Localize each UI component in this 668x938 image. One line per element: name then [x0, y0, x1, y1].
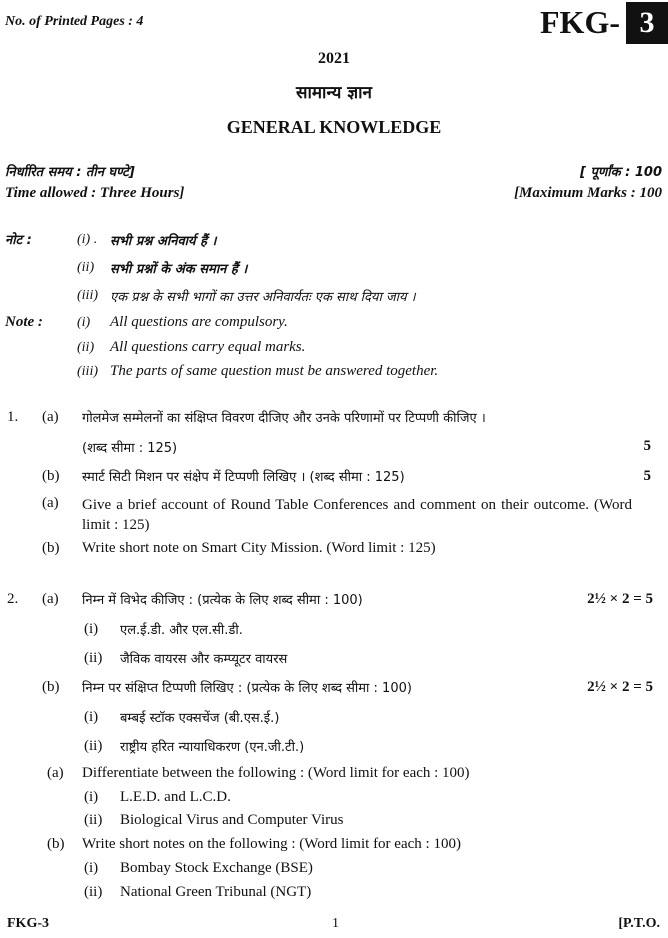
note-text: सभी प्रश्न अनिवार्य हैं । — [110, 234, 217, 249]
part-label: (a) — [42, 591, 59, 607]
question-text-hindi: स्मार्ट सिटी मिशन पर संक्षेप में टिप्पणी लिखिए । (शब्द सीमा : 125) — [82, 470, 405, 485]
marks: 5 — [643, 468, 651, 484]
maximum-marks-hindi: [ पूर्णांक : 100 — [580, 165, 662, 180]
question-text-english: Write short note on Smart City Mission. (Word limit : 125) — [82, 540, 436, 556]
sub-part-text-hindi: एल.ई.डी. और एल.सी.डी. — [120, 623, 243, 638]
time-allowed-english: Time allowed : Three Hours] — [5, 185, 185, 201]
maximum-marks-english: [Maximum Marks : 100 — [514, 185, 662, 201]
sub-part-num: (i) — [84, 621, 99, 637]
sub-part-num: (i) — [84, 860, 99, 876]
question-text-hindi: निम्न पर संक्षिप्त टिप्पणी लिखिए : (प्रत्येक के लिए शब्द सीमा : 100) — [82, 681, 412, 696]
question-text-english: Differentiate between the following : (Word limit for each : 100) — [82, 765, 470, 781]
sub-part-num: (ii) — [84, 884, 103, 900]
note-num: (i) . — [77, 232, 98, 247]
note-text: एक प्रश्न के सभी भागों का उत्तर अनिवार्यतः एक साथ दिया जाय । — [110, 290, 416, 305]
sub-part-text-english: National Green Tribunal (NGT) — [120, 884, 312, 900]
part-label: (a) — [42, 495, 59, 511]
marks: 5 — [643, 438, 651, 454]
note-num: (i) — [77, 315, 91, 330]
sub-part-text-hindi: बम्बई स्टॉक एक्सचेंज (बी.एस.ई.) — [120, 711, 280, 726]
note-text: The parts of same question must be answered together. — [110, 363, 439, 379]
sub-part-num: (ii) — [84, 812, 103, 828]
part-label: (a) — [42, 409, 59, 425]
sub-part-num: (i) — [84, 709, 99, 725]
note-num: (iii) — [77, 364, 98, 379]
sub-part-text-english: Biological Virus and Computer Virus — [120, 812, 344, 828]
sub-part-num: (i) — [84, 789, 99, 805]
note-num: (iii) — [77, 288, 98, 303]
sub-part-num: (ii) — [84, 738, 103, 754]
part-label: (b) — [42, 468, 60, 484]
note-text: All questions carry equal marks. — [110, 339, 306, 355]
note-num: (ii) — [77, 260, 95, 275]
paper-code-number: 3 — [626, 2, 668, 44]
word-limit-hindi: (शब्द सीमा : 125) — [82, 441, 178, 456]
question-text-english: Give a brief account of Round Table Conferences and comment on their outcome. (Word limit : 125) — [82, 497, 632, 533]
sub-part-num: (ii) — [84, 650, 103, 666]
hindi-title: सामान्य ज्ञान — [296, 83, 372, 103]
question-number: 1. — [7, 409, 19, 425]
time-allowed-hindi: निर्धारित समय : तीन घण्टे] — [5, 165, 135, 180]
note-label-english: Note : — [5, 314, 43, 330]
part-label: (b) — [42, 540, 60, 556]
printed-pages-note: No. of Printed Pages : 4 — [5, 14, 144, 29]
note-num: (ii) — [77, 340, 95, 355]
sub-part-text-hindi: जैविक वायरस और कम्प्यूटर वायरस — [120, 652, 288, 667]
question-number: 2. — [7, 591, 19, 607]
page-number: 1 — [332, 916, 339, 931]
exam-year: 2021 — [318, 50, 350, 67]
english-title: GENERAL KNOWLEDGE — [226, 117, 442, 137]
question-text-english: Write short notes on the following : (Word limit for each : 100) — [82, 836, 461, 852]
pto-label: [P.T.O. — [618, 916, 660, 931]
sub-part-text-english: L.E.D. and L.C.D. — [120, 789, 231, 805]
part-label: (b) — [47, 836, 65, 852]
sub-part-text-english: Bombay Stock Exchange (BSE) — [120, 860, 313, 876]
paper-code-prefix: FKG- — [540, 4, 620, 40]
question-text-hindi: निम्न में विभेद कीजिए : (प्रत्येक के लिए शब्द सीमा : 100) — [82, 593, 363, 608]
part-label: (a) — [47, 765, 64, 781]
question-text-hindi: गोलमेज सम्मेलनों का संक्षिप्त विवरण दीजिए और उनके परिणामों पर टिप्पणी कीजिए । — [82, 411, 486, 426]
marks: 2½ × 2 = 5 — [587, 591, 653, 607]
sub-part-text-hindi: राष्ट्रीय हरित न्यायाधिकरण (एन.जी.टी.) — [120, 740, 305, 755]
marks: 2½ × 2 = 5 — [587, 679, 653, 695]
footer-code: FKG-3 — [7, 916, 49, 931]
note-label-hindi: नोट : — [5, 233, 32, 248]
part-label: (b) — [42, 679, 60, 695]
note-text: सभी प्रश्नों के अंक समान हैं । — [110, 262, 248, 277]
note-text: All questions are compulsory. — [110, 314, 288, 330]
